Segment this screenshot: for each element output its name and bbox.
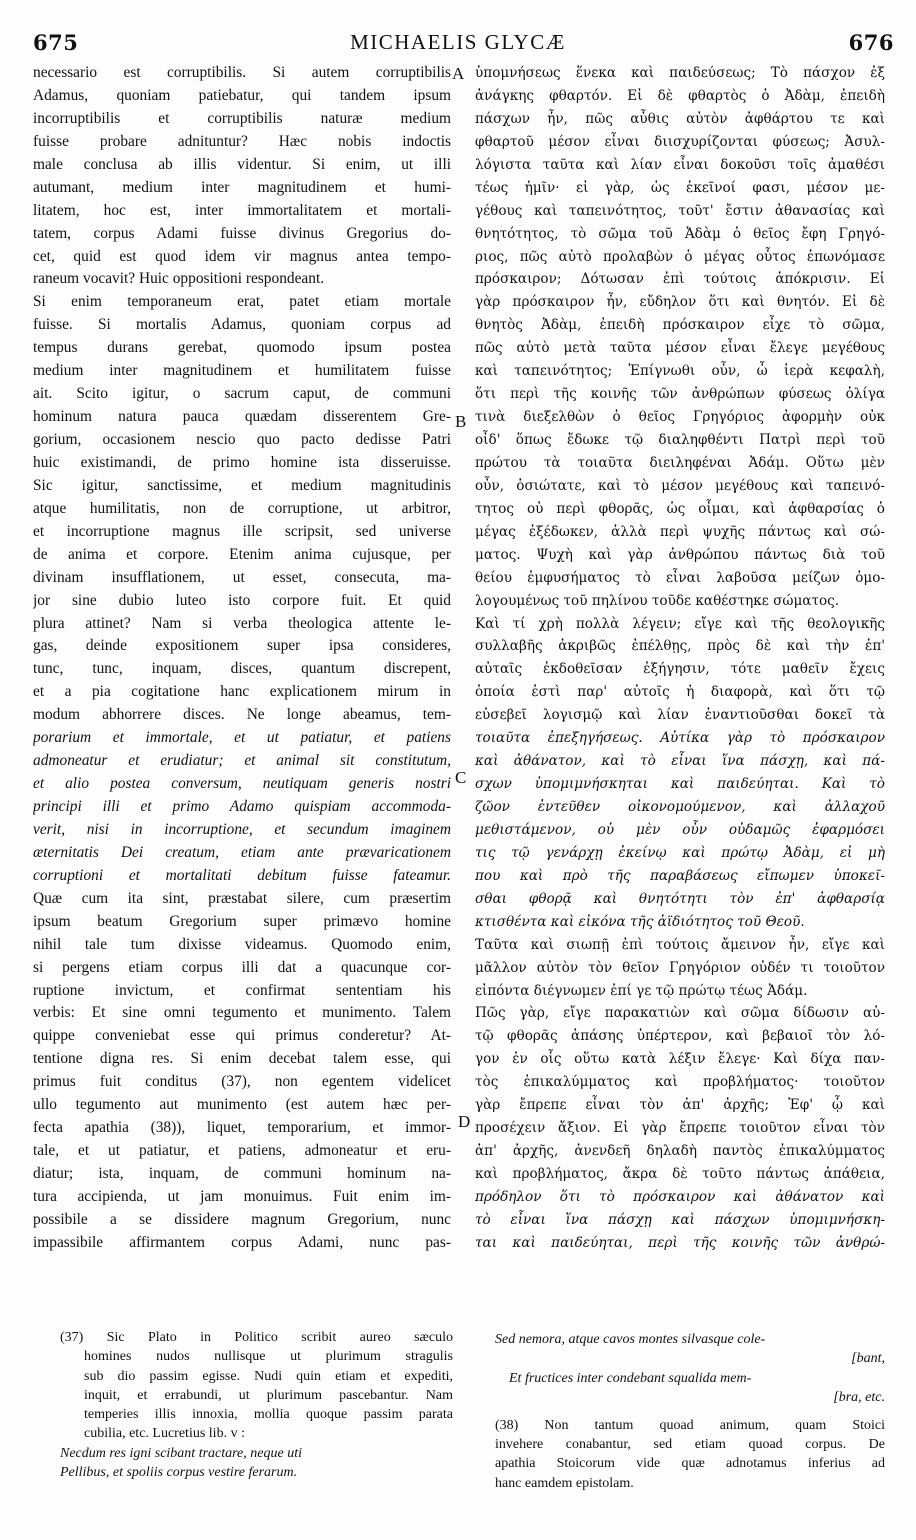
text-line: πάσχων ἦν, πῶς αὖθις αὐτὸν ἀφθάρτου τε καὶ [475, 110, 885, 127]
text-line: καὶ ταπεινότητος; Ἐπίγνωθι οὖν, ὦ ἱερὰ κεφαλὴ, [475, 363, 885, 380]
footnote-line: [bra, etc. [833, 1389, 885, 1405]
footnote-line: hanc eamdem epistolam. [495, 1475, 634, 1491]
text-line: προσέχειν ἄξιον. Εἰ γὰρ ἔπρεπε τοιοῦτον εἶναι τὸν [475, 1120, 885, 1137]
footnote-line: inquit, et errabundi, ut plurimum pascebantur. Nam [84, 1387, 453, 1403]
text-line: hominum natura pauca quædam disserentem Gre- [33, 408, 451, 426]
text-line: Ταῦτα καὶ σιωπῇ ἐπὶ τούτοις ἄμεινον ἦν, εἴγε καὶ [475, 936, 885, 953]
text-line: ait. Scito igitur, o sacrum caput, de communi [33, 385, 451, 403]
text-line: κτισθέντα καὶ εἰκόνα τῆς ἀϊδιότητος τοῦ Θεοῦ. [475, 913, 805, 930]
text-line: πρόσκαιρον; Δότωσαν ἐπὶ τούτοις ἀπόκρισιν. Εἰ [475, 271, 885, 288]
text-line: εἰπόντα διέγνωμεν ἐπί γε τῷ πρώτῳ τέως Ἀδάμ. [475, 982, 808, 999]
text-line: σχων ὑπομιμνήσκηται καὶ παιδεύηται. Καὶ τὸ [475, 776, 885, 793]
text-line: ipsum beatum Gregorium super primævo homine [33, 912, 451, 930]
text-line: που καὶ πρὸ τῆς παραβάσεως εἴπωμεν ὑποκεῖ- [475, 867, 885, 884]
text-line: σθαι φθορᾷ καὶ θνητότητι τὸν ἐπ' ἀφθαρσίᾳ [475, 890, 885, 907]
text-line: ματος. Ψυχὴ καὶ γὰρ ἀνθρώπου πάντως διὰ τοῦ [475, 546, 885, 563]
text-line: λογουμένως τοῦ πηλίνου τοῦδε καθέστηκε σώματος. [475, 592, 840, 609]
text-line: πρώτου τὰ τοιαῦτα διειληφέναι Ἀδάμ. Οὕτω μὲν [475, 454, 885, 471]
text-line: fecta apathia (38)), liquet, temporarium, et immor- [33, 1119, 451, 1137]
page-number-left: 675 [33, 30, 79, 55]
text-line: τὸς ἐπικαλύμματος καὶ προβλήματος· τοιοῦτον [475, 1074, 885, 1091]
text-line: æternitatis Dei creatum, etiam ante prævaricationem [33, 843, 451, 861]
text-line: ullo tegumento aut munimento (est autem hæc per- [33, 1096, 451, 1114]
text-line: Καὶ τί χρὴ πολλὰ λέγειν; εἴγε καὶ τῆς θεολογικῆς [475, 615, 885, 632]
text-line: principi illi et primo Adamo quispiam accommoda- [33, 798, 451, 815]
footnote-line: Pellibus, et spoliis corpus vestire ferarum. [60, 1465, 298, 1481]
text-line: ὑπομνήσεως ἕνεκα καὶ παιδεύσεως; Τὸ πάσχον ἐξ [475, 65, 885, 81]
text-line: τινὰ διεξελθὼν ὁ θεῖος Γρηγόριος ἀφορμὴν οὐκ [475, 409, 885, 426]
text-line: τῷ φθορᾶς ἁπάσης ὑπέρτερον, καὶ βεβαιοῖ τὸν λό- [475, 1028, 885, 1045]
text-line: ὁποία ἐστὶ παρ' αὐτοῖς ἡ διαφορὰ, καὶ ὅτι τῷ [475, 684, 885, 701]
text-line: αὐταῖς ἐκδοθεῖσαν ἐξήγησιν, τότε μαθεῖν ἔχεις [475, 661, 885, 678]
footnote-line: homines nudos nullisque ut plurimum stragulis [84, 1349, 453, 1365]
text-line: gas, deinde expositionem super ipsa consideres, [33, 637, 451, 655]
text-line: ται καὶ παιδεύηται, περὶ τῆς κοινῆς τῶν ἀνθρώ- [475, 1234, 885, 1251]
text-line: θνητότητος, τὸ σῶμα τοῦ Ἀδὰμ ὁ θεῖος ἔφη Γρηγό- [475, 225, 885, 242]
text-line: οἶδ' ὅπως ἔδωκε τῷ διαληφθέντι Πατρὶ περὶ τοῦ [475, 432, 885, 448]
text-line: divinam insufflationem, ut esset, consecuta, ma- [33, 568, 451, 586]
page-number-right: 676 [848, 30, 894, 55]
text-line: quippe conveniebat esse qui primus conderetur? At- [33, 1027, 451, 1045]
text-line: tura accipienda, ut jam monuimus. Fuit enim im- [33, 1187, 451, 1205]
text-line: plura attinet? Nam si verba theologica attente le- [33, 614, 451, 632]
text-line: tatem, corpus Adami fuisse divinus Gregorius do- [33, 224, 451, 242]
footnote-line: cubilia, etc. Lucretius lib. v : [84, 1426, 245, 1442]
text-line: porarium et immortale, et ut patiatur, et patiens [33, 729, 451, 747]
margin-letter-d: D [458, 1112, 471, 1131]
footnote-line: Et fructices inter condebant squalida mem- [509, 1370, 752, 1386]
text-line: ἀπ' ἀρχῆς, ἀνενδεῆ δηλαδὴ παντὸς ἐπικαλύμματος [475, 1143, 885, 1160]
text-line: Adamus, quoniam patiebatur, qui tandem ipsum [33, 86, 451, 104]
text-line: male conclusa ab illis videntur. Si enim, ut illi [33, 155, 451, 173]
text-line: tentione digna res. Si enim decebat talem esse, qui [33, 1050, 451, 1068]
footnote-line: apathia Stoicorum vide quæ adnotamus inferius ad [495, 1456, 885, 1472]
text-line: tunc, tunc, inquam, disces, quantum discrepent, [33, 660, 451, 678]
text-line: συλλαβῆς ἀκριβῶς ἐπέλθῃς, πρὸς δὲ καὶ τὴν ἐπ' [475, 638, 885, 655]
text-line: τέως ἡμῖν· εἰ γὰρ, ὡς ἐκεῖνοί φασι, μέσον με- [475, 179, 885, 196]
text-line: et a pia cogitatione hanc explicationem mirum in [33, 683, 451, 701]
text-line: καὶ ἀθάνατον, καὶ τὸ εἶναι ἵνα πάσχῃ, καὶ πά- [475, 753, 885, 770]
text-line: jor sine dubio luteo isto corpore fuit. Et quid [33, 591, 451, 609]
text-line: τὸ εἶναι ἵνα πάσχῃ καὶ πάσχων ὑπομιμνήσκη- [475, 1211, 885, 1228]
footnote-line: (37) Sic Plato in Politico scribit aureo sæculo [60, 1330, 453, 1345]
text-line: εὐσεβεῖ λογισμῷ καὶ λίαν ἐναντιοῦσθαι δοκεῖ τὰ [475, 707, 885, 724]
text-line: μεθιστάμενον, οὐ μὲν οὖν οὐδαμῶς ἐφαρμόσει [475, 821, 885, 838]
text-line: modum abhorrere disces. Ne longe abeamus, tem- [33, 706, 451, 724]
text-line: corruptioni et mortalitati debitum fuisse fateamur. [33, 866, 451, 884]
text-line: ὅτι περὶ τῆς κοινῆς τῶν ἀνθρώπων φύσεως ὀλίγα [475, 386, 885, 403]
text-line: diatur; ista, inquam, de communi hominum na- [33, 1165, 451, 1182]
text-line: nihil tale tum dixisse videamus. Quomodo enim, [33, 935, 451, 953]
text-line: cet, quid est quod idem vir magnus antea tempo- [33, 247, 451, 265]
text-line: tempus durans gerebat, quomodo ipsum postea [33, 339, 451, 357]
latin-column [33, 62, 451, 1255]
text-line: λόγιστα ταῦτα καὶ λίαν εἶναι δοκοῦσι τοῖς ἀμαθέσι [475, 156, 885, 173]
text-line: medium inter magnitudinem et humilitatem fuisse [33, 362, 451, 380]
text-line: τητος οὐ περὶ φθορᾶς, ὡς οἶμαι, καὶ ἀφθαρσίας ὁ [475, 500, 885, 517]
greek-column [475, 62, 885, 1255]
text-line: τις τῷ γενάρχῃ ἐκείνῳ καὶ πρώτῳ Ἀδὰμ, εἰ μὴ [475, 844, 885, 861]
footnote-line: (38) Non tantum quoad animum, quam Stoici [495, 1417, 885, 1433]
text-line: τοιαῦτα ἐπεξηγήσεως. Αὐτίκα γὰρ τὸ πρόσκαιρον [475, 730, 885, 747]
text-line: gorium, occasionem nescio quo pacto dedisse Patri [33, 431, 451, 448]
text-line: μᾶλλον αὐτὸν τὸν θεῖον Γρηγόριον οὐδέν τι τοιοῦτον [475, 959, 885, 976]
text-line: οὖν, ὁσιώτατε, καὶ τὸ μέσον μεγέθους καὶ ταπεινό- [475, 477, 885, 494]
text-line: fuisse. Si mortalis Adamus, quoniam corpus ad [33, 316, 451, 334]
footnote-line: sub dio passim egisse. Nudi quin etiam et expediti, [84, 1368, 453, 1384]
text-line: ζῶον ἐντεῦθεν οἰκονομούμενον, καὶ ἀλλαχοῦ [475, 799, 885, 815]
footnote-line: Necdum res igni scibant tractare, neque uti [60, 1445, 302, 1461]
text-line: verit, nisi in incorruptione, et secundum imaginem [33, 820, 451, 838]
text-line: πρόδηλον ὅτι τὸ πρόσκαιρον καὶ ἀθάνατον καὶ [475, 1188, 885, 1205]
text-line: incorruptibilis et corruptibilis naturæ medium [33, 109, 451, 127]
text-line: primus fuit conditus (37), non egentem videlicet [33, 1073, 451, 1091]
footnotes-right [495, 1330, 885, 1493]
footnote-line: Sed nemora, atque cavos montes silvasque cole- [495, 1332, 766, 1347]
text-line: πῶς αὐτὸ μετὰ ταῦτα μέσον εἶναι ἔλεγε μεγέθους [475, 340, 885, 357]
text-line: γον ἐν οἷς οὕτω κατὰ λέξιν ἔλεγε· Καὶ δίχα παν- [475, 1051, 885, 1068]
text-line: ἀνάγκης φθαρτόν. Εἰ δὲ φθαρτὸς ὁ Ἀδὰμ, ἐπειδὴ [475, 87, 885, 104]
margin-letter-c: C [455, 768, 467, 787]
text-line: Πῶς γὰρ, εἴγε παρακατιὼν καὶ σῶμα δίδωσιν αὐ- [475, 1005, 885, 1022]
text-line: possibile a se dissidere magnum Gregorium, nunc [33, 1210, 451, 1228]
text-line: fuisse probare adnituntur? Hæc nobis indoctis [33, 132, 451, 150]
text-line: θνητὸς Ἀδὰμ, ἐπειδὴ πρόσκαιρον εἶχε τὸ σῶμα, [475, 317, 885, 334]
text-line: atque humilitatis, non de corruptione, ut arbitror, [33, 499, 451, 517]
text-line: καὶ προβλήματος, ἄκρα δὲ τοῦτο πάντως ἀπάθεια, [475, 1166, 885, 1182]
text-line: autumant, medium inter magnitudinem et humi- [33, 178, 451, 196]
text-line: et incorruptione magnus ille scripsit, sed universe [33, 522, 451, 540]
text-line: impassibile affirmantem corpus Adami, nunc pas- [33, 1233, 451, 1251]
footnotes-left [60, 1328, 453, 1482]
text-line: necessario est corruptibilis. Si autem corruptibilis [33, 64, 451, 81]
text-line: γὰρ πρόσκαιρον ἦν, εὔδηλον ὅτι καὶ θνητόν. Εἰ δὲ [475, 294, 885, 311]
text-line: de anima et corpore. Etenim anima cujusque, per [33, 545, 451, 563]
margin-letter-a: A [452, 64, 465, 83]
text-line: Sic igitur, sanctissime, et medium magnitudinis [33, 476, 451, 494]
text-line: Quæ cum ita sint, præstabat silere, cum præsertim [33, 889, 451, 907]
text-line: ruptione invictum, et confirmat sententiam his [33, 981, 451, 999]
text-line: γέθους καὶ ταπεινότητος, τοῦτ' ἔστιν ἀθανασίας καὶ [475, 202, 885, 219]
footnote-line: temperies illis innoxia, mollia quoque passim parata [84, 1407, 453, 1423]
text-line: litatem, hoc est, inter immortalitatem et mortali- [33, 201, 451, 219]
text-line: huic existimandi, de primo homine ista disseruisse. [33, 453, 451, 471]
text-line: ριος, πῶς αὐτὸ προλαβὼν ὁ μέγας οὗτος ἐπωνόμασε [475, 248, 885, 265]
text-line: si pergens etiam corpus illi dat a quacunque cor- [33, 958, 451, 976]
text-line: raneum vocavit? Huic oppositioni respondeant. [33, 270, 325, 288]
text-line: et alio postea conversum, neutiquam generis nostri [33, 775, 451, 793]
text-line: φθαρτοῦ μέσον εἶναι διισχυρίζονται φύσεως; Ἀσυλ- [475, 133, 885, 150]
text-line: Si enim temporaneum erat, patet etiam mortale [33, 293, 451, 311]
text-line: μέγας ἐξέδωκεν, ἀλλὰ περὶ ψυχῆς πάντως καὶ σώ- [475, 523, 885, 540]
text-line: θείου ἐμφυσήματος τὸ εἶναι λαβοῦσα μείζων ὁμο- [475, 569, 885, 586]
running-title: MICHAELIS GLYCÆ [350, 30, 566, 54]
text-line: admoneatur et erudiatur; et animal sit constitutum, [33, 752, 451, 770]
margin-letter-b: B [455, 412, 467, 431]
text-line: tale, et ut patiatur, et patiens, admoneatur et eru- [33, 1142, 451, 1160]
footnote-line: [bant, [851, 1351, 885, 1367]
text-line: γὰρ ἔπρεπε εἶναι τὸν ἀπ' ἀρχῆς; Ἐφ' ᾧ καὶ [475, 1097, 885, 1114]
text-line: verbis: Et sine omni tegumento et munimento. Talem [33, 1004, 451, 1022]
footnote-line: invehere conabantur, sed etiam quoad corpus. De [495, 1437, 885, 1453]
